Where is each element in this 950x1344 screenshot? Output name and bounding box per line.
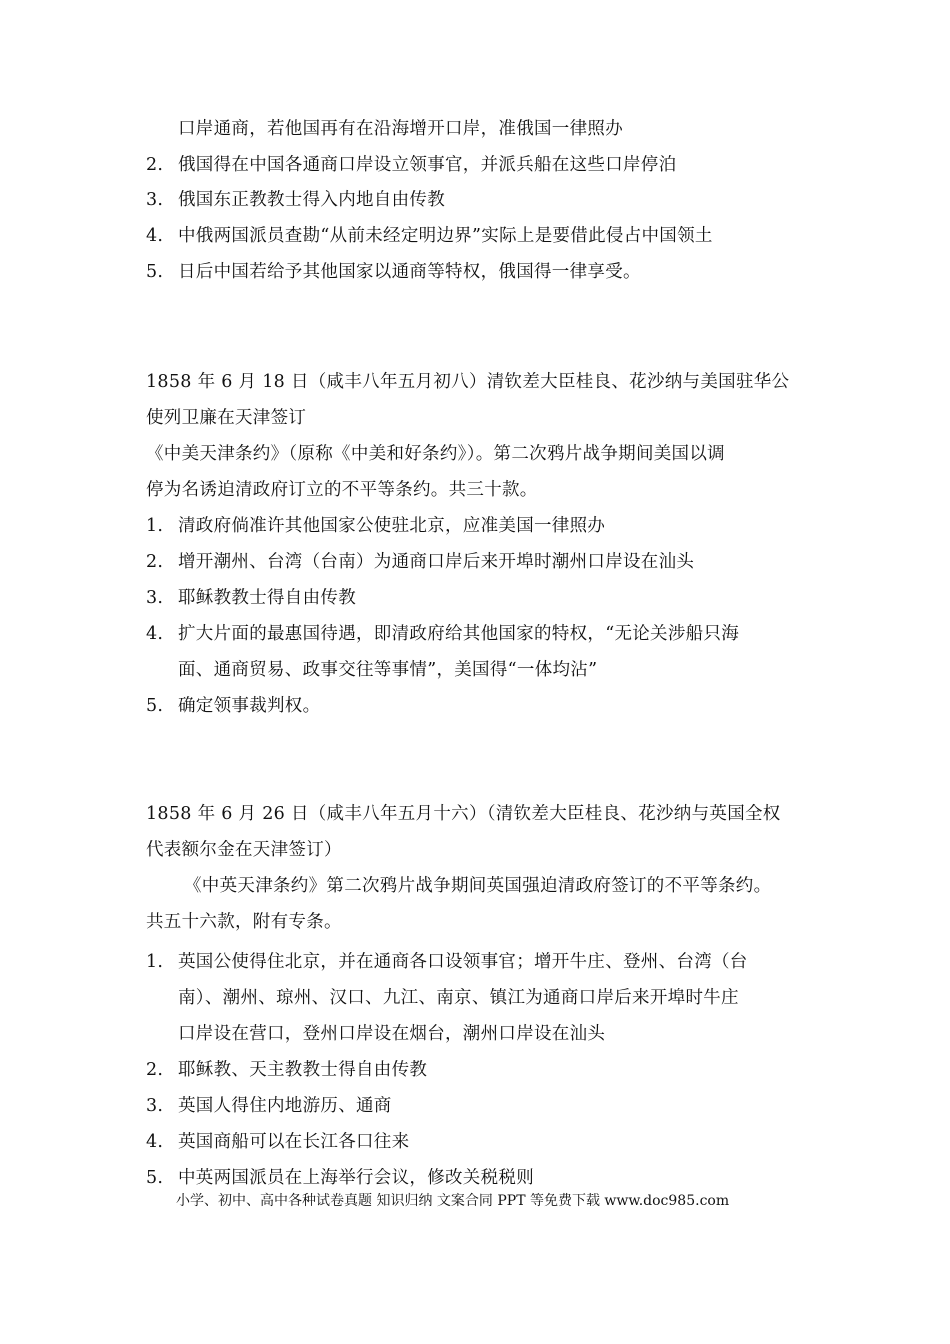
list-number: 2.: [146, 552, 164, 572]
list-number: 1.: [146, 952, 164, 972]
list-text: 俄国东正教教士得入内地自由传教: [178, 190, 445, 210]
section3-intro-line: 1858 年 6 月 26 日（咸丰八年五月十六）（清钦差大臣桂良、花沙纳与英国全权: [146, 804, 781, 824]
list-text-continuation: 南）、潮州、琼州、汉口、九江、南京、镇江为通商口岸后来开埠时牛庄: [178, 988, 739, 1008]
list-number: 3.: [146, 1096, 164, 1116]
footer-text: 小学、初中、高中各种试卷真题 知识归纳 文案合同 PPT 等免费下载 www.doc985.com: [176, 1193, 730, 1209]
list-text-continuation: 面、通商贸易、政事交往等事情”，美国得“一体均沾”: [178, 660, 598, 680]
section3-intro-line: 代表额尔金在天津签订）: [146, 840, 342, 860]
section1-continuation: 口岸通商，若他国再有在沿海增开口岸，准俄国一律照办: [178, 119, 623, 139]
list-text: 耶稣教教士得自由传教: [178, 588, 356, 608]
list-text: 耶稣教、天主教教士得自由传教: [178, 1060, 428, 1080]
list-number: 4.: [146, 226, 164, 246]
section3-intro-line: 共五十六款，附有专条。: [146, 912, 342, 932]
list-number: 2.: [146, 155, 164, 175]
list-number: 3.: [146, 190, 164, 210]
section2-intro-line: 《中美天津条约》（原称《中美和好条约》）。第二次鸦片战争期间美国以调: [146, 444, 725, 464]
list-text: 英国商船可以在长江各口往来: [178, 1132, 410, 1152]
list-number: 1.: [146, 516, 164, 536]
list-number: 4.: [146, 1132, 164, 1152]
list-text: 中俄两国派员查勘“从前未经定明边界”实际上是要借此侵占中国领土: [178, 226, 713, 246]
list-text: 确定领事裁判权。: [178, 696, 321, 716]
list-text: 日后中国若给予其他国家以通商等特权，俄国得一律享受。: [178, 262, 641, 282]
list-number: 5.: [146, 1168, 164, 1188]
section2-intro-line: 使列卫廉在天津签订: [146, 408, 307, 428]
list-text-continuation: 口岸设在营口，登州口岸设在烟台，潮州口岸设在汕头: [178, 1024, 606, 1044]
list-number: 2.: [146, 1060, 164, 1080]
list-number: 5.: [146, 696, 164, 716]
section2-intro-line: 停为名诱迫清政府订立的不平等条约。共三十款。: [146, 480, 538, 500]
section2-intro-line: 1858 年 6 月 18 日（咸丰八年五月初八）清钦差大臣桂良、花沙纳与美国驻华公: [146, 372, 790, 392]
list-number: 4.: [146, 624, 164, 644]
list-number: 3.: [146, 588, 164, 608]
section3-intro-line: 《中英天津条约》第二次鸦片战争期间英国强迫清政府签订的不平等条约。: [184, 876, 772, 896]
list-text: 扩大片面的最惠国待遇，即清政府给其他国家的特权，“无论关涉船只海: [178, 624, 740, 644]
list-text: 俄国得在中国各通商口岸设立领事官，并派兵船在这些口岸停泊: [178, 155, 677, 175]
list-text: 清政府倘准许其他国家公使驻北京，应准美国一律照办: [178, 516, 606, 536]
list-text: 英国人得住内地游历、通商: [178, 1096, 392, 1116]
list-text: 英国公使得住北京，并在通商各口设领事官；增开牛庄、登州、台湾（台: [178, 952, 748, 972]
list-text: 中英两国派员在上海举行会议，修改关税税则: [178, 1168, 534, 1188]
list-number: 5.: [146, 262, 164, 282]
list-text: 增开潮州、台湾（台南）为通商口岸后来开埠时潮州口岸设在汕头: [178, 552, 695, 572]
